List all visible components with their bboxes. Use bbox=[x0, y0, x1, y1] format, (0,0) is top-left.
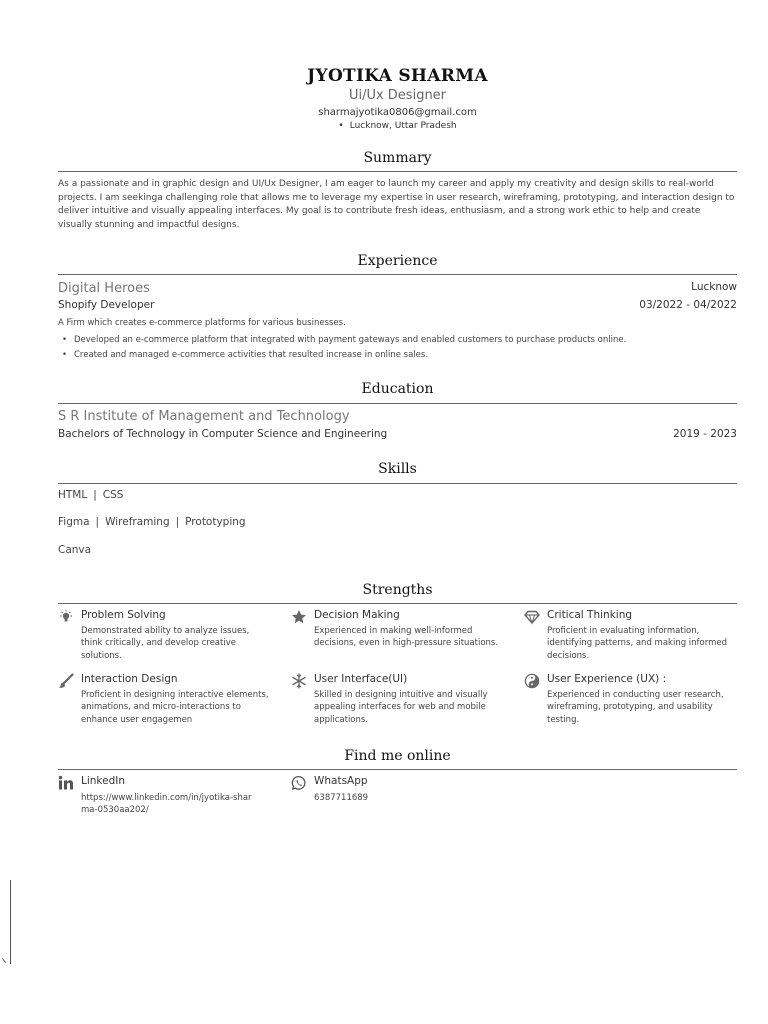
strength-description: Proficient in evaluating information, identifying patterns, and making informed decisions. bbox=[547, 626, 727, 661]
section-heading-skills: Skills bbox=[378, 461, 417, 477]
strength-description: Experienced in conducting user research, wireframing, prototyping, and usability testing. bbox=[547, 690, 724, 725]
job-role: Shopify Developer bbox=[58, 299, 155, 311]
skill-separator: | bbox=[95, 516, 100, 528]
section-divider bbox=[58, 171, 737, 172]
strength-title: Critical Thinking bbox=[547, 609, 633, 621]
star-icon bbox=[291, 609, 307, 625]
company-name: Digital Heroes bbox=[58, 281, 150, 296]
skill-separator: | bbox=[175, 516, 180, 528]
snowflake-icon bbox=[291, 673, 307, 689]
section-divider bbox=[58, 603, 737, 604]
company-description: A Firm which creates e-commerce platforms for various businesses. bbox=[58, 318, 346, 328]
strength-title: User Interface(UI) bbox=[314, 673, 408, 685]
strength-description: Demonstrated ability to analyze issues, think critically, and develop creative solutions. bbox=[81, 626, 250, 661]
skill-item: Figma bbox=[58, 516, 90, 528]
list-item: • Developed an e-commerce platform that integrated with payment gateways and enabled customers to purchase products online. bbox=[58, 333, 737, 348]
section-divider bbox=[58, 483, 737, 484]
section-divider bbox=[58, 274, 737, 275]
whatsapp-icon bbox=[291, 775, 307, 791]
section-heading-strengths: Strengths bbox=[362, 582, 433, 598]
online-label: WhatsApp bbox=[314, 775, 368, 787]
margin-tick bbox=[2, 955, 10, 963]
candidate-name: JYOTIKA SHARMA bbox=[307, 66, 488, 86]
skills-line-1 bbox=[58, 489, 123, 501]
strength-description: Experienced in making well-informed decisions, even in high-pressure situations. bbox=[314, 626, 499, 649]
lightbulb-icon bbox=[58, 609, 74, 625]
brush-icon bbox=[58, 673, 74, 689]
skill-item: CSS bbox=[102, 489, 124, 501]
margin-line bbox=[10, 880, 11, 964]
section-heading-education: Education bbox=[361, 381, 434, 397]
diamond-icon bbox=[524, 609, 540, 625]
company-location: Lucknow bbox=[691, 281, 737, 293]
experience-bullets bbox=[58, 333, 737, 363]
skills-line-3 bbox=[58, 544, 91, 556]
strength-description: Proficient in designing interactive elements, animations, and micro-interactions to enhance user engagemen bbox=[81, 690, 269, 725]
skill-item: HTML bbox=[58, 489, 88, 501]
bullet-dot: • bbox=[338, 121, 344, 131]
online-label: LinkedIn bbox=[81, 775, 126, 787]
job-title: Ui/Ux Designer bbox=[348, 88, 447, 103]
skills-line-2 bbox=[58, 516, 246, 528]
linkedin-icon bbox=[58, 775, 74, 791]
skill-separator: | bbox=[93, 489, 97, 501]
location-text: Lucknow, Uttar Pradesh bbox=[349, 121, 457, 131]
education-dates: 2019 - 2023 bbox=[673, 428, 737, 440]
job-dates: 03/2022 - 04/2022 bbox=[639, 299, 737, 311]
whatsapp-number[interactable]: 6387711689 bbox=[314, 793, 369, 803]
strength-title: User Experience (UX) : bbox=[547, 673, 667, 685]
email-link[interactable]: sharmajyotika0806@gmail.com bbox=[318, 107, 477, 118]
section-heading-online: Find me online bbox=[344, 748, 451, 764]
skill-item: Wireframing bbox=[105, 516, 170, 528]
strength-title: Interaction Design bbox=[81, 673, 178, 685]
skill-item: Canva bbox=[58, 544, 92, 556]
degree: Bachelors of Technology in Computer Science and Engineering bbox=[58, 428, 388, 440]
location bbox=[58, 121, 737, 131]
section-divider bbox=[58, 403, 737, 404]
list-item: • Created and managed e-commerce activities that resulted increase in online sales. bbox=[58, 348, 737, 363]
section-heading-summary: Summary bbox=[363, 150, 432, 166]
linkedin-url[interactable]: https://www.linkedin.com/in/jyotika-sharma-0530aa202/ bbox=[81, 793, 252, 816]
strength-title: Problem Solving bbox=[81, 609, 166, 621]
section-divider bbox=[58, 769, 737, 770]
summary-text: As a passionate and in graphic design and UI/Ux Designer, I am eager to launch my career and apply my creativity and design skills to real-world projects. I am seekinga challenging role that allows me to leverage my expertise in user research, wireframing, prototyping, and interaction design to deliver intuitive and visually appealing interfaces. My goal is to contribute fresh ideas, enthusiasm, and a strong work ethic to help and create visually stunning and impactful designs. bbox=[58, 179, 735, 230]
section-heading-experience: Experience bbox=[357, 253, 438, 269]
yin-yang-icon bbox=[524, 673, 540, 689]
skill-item: Prototyping bbox=[185, 516, 246, 528]
school-name: S R Institute of Management and Technology bbox=[58, 409, 350, 424]
strength-description: Skilled in designing intuitive and visually appealing interfaces for web and mobile applications. bbox=[314, 690, 488, 725]
strength-title: Decision Making bbox=[314, 609, 400, 621]
